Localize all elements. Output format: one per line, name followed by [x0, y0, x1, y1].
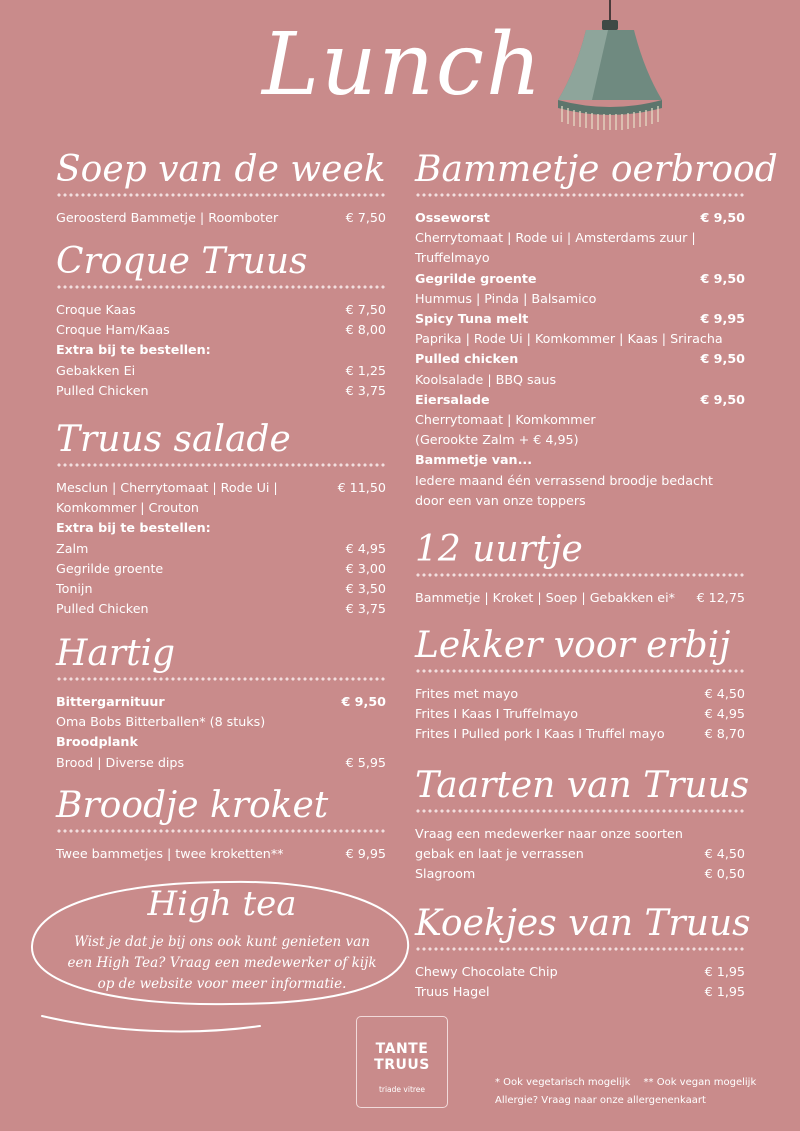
menu-section — [56, 418, 386, 619]
menu-item — [415, 588, 745, 608]
menu-item — [415, 962, 745, 982]
menu-item-name: Koolsalade | BBQ saus — [415, 371, 557, 387]
menu-item-price: € 9,50 — [700, 270, 745, 286]
menu-item-name: Geroosterd Bammetje | Roomboter — [56, 210, 279, 225]
menu-item-price: € 9,95 — [345, 846, 386, 861]
menu-item-name: Truffelmayo — [415, 250, 490, 266]
menu-item — [415, 491, 745, 511]
menu-item — [415, 390, 745, 410]
menu-item — [415, 208, 745, 228]
section-title: Bammetje oerbrood — [415, 149, 778, 190]
menu-item-price: € 4,95 — [345, 540, 386, 556]
logo-line-truus: TRUUS — [374, 1057, 430, 1073]
menu-item-name: Cherrytomaat | Komkommer — [415, 412, 596, 428]
section-title: Soep van de week — [56, 149, 386, 190]
menu-section — [415, 902, 751, 1002]
section-title: Hartig — [56, 633, 176, 674]
menu-item-name: Slagroom — [415, 866, 476, 882]
menu-item-price: € 8,70 — [704, 726, 745, 742]
menu-item-price: € 9,50 — [341, 694, 386, 709]
menu-item — [56, 208, 386, 228]
menu-item-price: € 1,25 — [345, 362, 386, 378]
menu-item — [415, 824, 745, 844]
menu-item — [56, 844, 386, 864]
menu-item-name: Gebakken Ei — [56, 362, 136, 378]
menu-item-name: Frites met mayo — [415, 686, 519, 701]
menu-item — [56, 692, 386, 712]
menu-item — [56, 381, 386, 401]
menu-item-name: Pulled chicken — [415, 351, 519, 367]
menu-item-name: Komkommer | Crouton — [56, 500, 199, 516]
menu-item-name: Eiersalade — [415, 391, 490, 407]
dotted-divider — [415, 808, 745, 814]
section-title: Truus salade — [56, 419, 291, 460]
menu-item-price: € 9,50 — [700, 391, 745, 407]
menu-item-name: Spicy Tuna melt — [415, 311, 529, 327]
hightea-title: High tea — [147, 884, 297, 924]
menu-item — [415, 370, 745, 390]
menu-item — [56, 712, 386, 732]
footnotes — [495, 1074, 756, 1110]
dotted-divider — [415, 192, 745, 198]
menu-item-name: Truus Hagel — [415, 984, 490, 1000]
section-title: Koekjes van Truus — [415, 903, 751, 944]
dotted-divider — [56, 676, 386, 682]
page-title: Lunch — [262, 15, 544, 115]
lamp-icon — [552, 0, 666, 132]
logo-line-tante: TANTE — [375, 1041, 429, 1057]
menu-item — [415, 228, 745, 248]
menu-item — [56, 498, 386, 518]
menu-section — [415, 764, 750, 885]
menu-item-name: Pulled Chicken — [56, 601, 149, 617]
hightea-text: Wist je dat je bij ons ook kunt genieten van een High Tea? Vraag een medewerker of kijk op de website voor meer informatie. — [67, 934, 377, 992]
menu-item-price: € 4,50 — [704, 686, 745, 701]
menu-item — [415, 430, 745, 450]
tante-truus-logo — [356, 1016, 448, 1108]
menu-item-price: € 3,00 — [345, 560, 386, 576]
menu-item — [415, 684, 745, 704]
menu-item-name: Pulled Chicken — [56, 382, 149, 398]
menu-item — [415, 410, 745, 430]
menu-item — [56, 320, 386, 340]
section-title: 12 uurtje — [415, 529, 583, 570]
menu-item-name: Chewy Chocolate Chip — [415, 964, 558, 979]
menu-section — [415, 148, 778, 511]
menu-item — [415, 248, 745, 268]
menu-item-name: Tonijn — [56, 581, 93, 597]
menu-item-name: (Gerookte Zalm + € 4,95) — [415, 432, 579, 448]
menu-item — [56, 518, 386, 538]
dotted-divider — [56, 284, 386, 290]
menu-item-price: € 3,50 — [345, 581, 386, 597]
menu-item-name: Oma Bobs Bitterballen* (8 stuks) — [56, 714, 266, 730]
menu-item-name: Brood | Diverse dips — [56, 754, 185, 770]
section-title: Croque Truus — [56, 241, 308, 282]
hightea-callout — [30, 876, 414, 1016]
menu-item-price: € 11,50 — [337, 480, 386, 495]
menu-item-name: Croque Kaas — [56, 302, 136, 317]
menu-item — [415, 982, 745, 1002]
menu-section — [56, 148, 386, 228]
section-title: Taarten van Truus — [415, 765, 750, 806]
menu-item — [415, 349, 745, 369]
dotted-divider — [415, 572, 745, 578]
menu-item-price: € 9,50 — [700, 351, 745, 367]
section-title: Lekker voor erbij — [415, 625, 731, 666]
dotted-divider — [56, 192, 386, 198]
menu-item — [415, 450, 745, 470]
menu-item-price: € 0,50 — [704, 866, 745, 882]
menu-item — [56, 579, 386, 599]
menu-item-name: Gegrilde groente — [415, 270, 537, 286]
menu-item — [415, 864, 745, 884]
menu-item-name: gebak en laat je verrassen — [415, 846, 584, 862]
menu-item — [415, 471, 745, 491]
menu-item-name: Cherrytomaat | Rode ui | Amsterdams zuur | — [415, 230, 696, 246]
menu-item-name: door een van onze toppers — [415, 492, 586, 508]
menu-item-price: € 7,50 — [345, 210, 386, 225]
menu-item-name: Bammetje | Kroket | Soep | Gebakken ei* — [415, 590, 675, 605]
footnote-allergy: Allergie? Vraag naar onze allergenenkaart — [495, 1095, 706, 1106]
menu-item — [56, 300, 386, 320]
menu-item — [56, 361, 386, 381]
menu-item — [415, 704, 745, 724]
menu-item-name: Twee bammetjes | twee kroketten** — [56, 846, 284, 861]
menu-item-name: Bittergarnituur — [56, 694, 165, 709]
menu-item-name: Frites I Kaas I Truffelmayo — [415, 706, 578, 722]
menu-item — [56, 478, 386, 498]
menu-item — [56, 539, 386, 559]
menu-item-name: Osseworst — [415, 210, 490, 225]
menu-item-price: € 4,50 — [704, 846, 745, 862]
menu-item — [415, 724, 745, 744]
menu-item-name: Bammetje van... — [415, 452, 533, 468]
menu-section — [56, 784, 386, 864]
menu-item-name: Frites I Pulled pork I Kaas I Truffel mayo — [415, 726, 665, 742]
menu-section — [56, 632, 386, 773]
menu-item — [415, 329, 745, 349]
menu-item-name: Gegrilde groente — [56, 560, 164, 576]
menu-item-price: € 9,95 — [700, 311, 745, 327]
menu-item-price: € 4,95 — [704, 706, 745, 722]
logo-subtitle: triade vitree — [378, 1085, 426, 1094]
menu-item — [56, 732, 386, 752]
menu-item-name: Paprika | Rode Ui | Komkommer | Kaas | Sriracha — [415, 331, 723, 347]
menu-section — [415, 624, 745, 745]
dotted-divider — [415, 668, 745, 674]
menu-section — [415, 528, 745, 608]
menu-item-name: Mesclun | Cherrytomaat | Rode Ui | — [56, 480, 278, 495]
footnote-vegan: ** Ook vegan mogelijk — [643, 1077, 757, 1088]
menu-item-name: Iedere maand één verrassend broodje bedacht — [415, 472, 713, 488]
menu-item — [56, 340, 386, 360]
menu-item — [415, 289, 745, 309]
menu-item-price: € 5,95 — [345, 754, 386, 770]
menu-section — [56, 240, 386, 401]
menu-item-name: Hummus | Pinda | Balsamico — [415, 290, 597, 306]
menu-item-price: € 1,95 — [704, 984, 745, 1000]
menu-item-price: € 12,75 — [696, 590, 745, 605]
section-title: Broodje kroket — [56, 785, 329, 826]
menu-item — [415, 269, 745, 289]
dotted-divider — [415, 946, 745, 952]
menu-item — [56, 753, 386, 773]
dotted-divider — [56, 828, 386, 834]
menu-item-price: € 7,50 — [345, 302, 386, 317]
menu-item-price: € 3,75 — [345, 382, 386, 398]
menu-item-name: Broodplank — [56, 734, 138, 750]
menu-item-price: € 1,95 — [704, 964, 745, 979]
footnote-vegetarian: * Ook vegetarisch mogelijk — [495, 1077, 631, 1088]
menu-item — [56, 599, 386, 619]
menu-item-price: € 8,00 — [345, 322, 386, 338]
menu-item — [415, 844, 745, 864]
menu-item-name: Extra bij te bestellen: — [56, 520, 211, 536]
menu-item-price: € 3,75 — [345, 601, 386, 617]
menu-item-name: Extra bij te bestellen: — [56, 342, 211, 358]
menu-item-name: Croque Ham/Kaas — [56, 322, 170, 338]
menu-item — [56, 559, 386, 579]
menu-item — [415, 309, 745, 329]
menu-item-price: € 9,50 — [700, 210, 745, 225]
dotted-divider — [56, 462, 386, 468]
menu-item-name: Zalm — [56, 540, 89, 556]
menu-item-name: Vraag een medewerker naar onze soorten — [415, 826, 683, 841]
